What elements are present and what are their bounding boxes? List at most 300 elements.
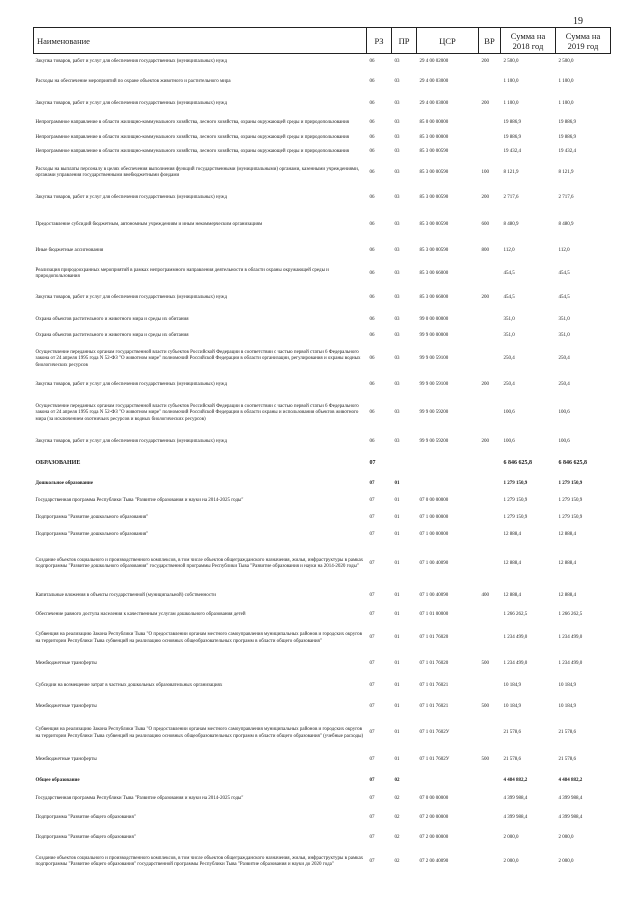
row-name: Закупка товаров, работ и услуг для обеспечения государственных (муниципальных) нужд [35,295,228,301]
row-csr: 85 3 00 00000 [419,134,449,140]
row-rz: 07 [369,815,375,821]
row-pr: 02 [394,777,400,783]
row-sum-2019: 4 399 988,4 [558,796,583,802]
row-csr: 07 2 00 40090 [419,858,449,864]
row-pr: 01 [394,757,400,763]
row-sum-2018: 12 888,4 [503,532,521,538]
row-rz: 07 [369,532,375,538]
row-csr [417,771,479,792]
row-vr: 400 [481,592,489,598]
row-sum-2018: 12 888,4 [503,560,521,566]
row-sum-2019: 4 484 882,2 [558,777,583,783]
row-rz: 07 [369,592,375,598]
row-vr [479,830,501,848]
row-csr: 07 1 01 76021 [419,704,449,710]
row-pr: 01 [394,560,400,566]
row-vr [479,262,501,287]
row-rz: 06 [369,222,375,228]
table-row [34,94,611,116]
row-sum-2019: 2 500,0 [558,59,574,65]
row-sum-2019: 2 000,0 [558,858,574,864]
row-sum-2019: 1 100,0 [558,78,574,84]
row-vr: 200 [481,438,489,444]
row-name: Государственная программа Республики Тыва "Развитие образования и науки на 2014-2025 годы" [35,497,244,503]
table-row [34,262,611,287]
row-rz: 07 [369,560,375,566]
header-name: Наименование [34,28,367,54]
row-sum-2018: 8 121,9 [503,169,519,175]
table-row [34,311,611,331]
row-rz: 07 [369,460,376,467]
row-sum-2018: 1 234 499,0 [503,635,528,641]
row-sum-2019: 454,5 [558,270,570,276]
row-vr [479,476,501,493]
row-sum-2018: 1 266 262,5 [503,611,528,617]
row-csr: 29 4 00 03000 [419,78,449,84]
row-sum-2018: 454,5 [503,270,515,276]
table-row [34,331,611,343]
table-row [34,585,611,608]
row-sum-2018: 100,6 [503,438,515,444]
table-row [34,699,611,717]
row-sum-2018: 2 717,6 [503,195,519,201]
row-sum-2018: 12 888,4 [503,592,521,598]
row-pr: 02 [394,858,400,864]
row-sum-2018: 351,0 [503,317,515,323]
table-body [34,54,611,877]
row-name: Государственная программа Республики Тыва "Развитие образования и науки на 2014-2025 годы" [35,796,244,802]
row-vr [479,116,501,131]
row-pr: 02 [394,835,400,841]
table-row [34,242,611,262]
row-csr: 85 3 00 00590 [419,248,449,254]
table-row [34,608,611,623]
row-pr [392,452,417,476]
row-name: Субвенция на реализацию Закона Республики Тыва "О предоставлении органам местного самоуправления муниципальных районов и городских округов на территории Республики Тыва субвенций на реализацию основных общеобразовательных программ в области общего образования" [35,632,363,644]
row-rz: 06 [369,101,375,107]
row-vr [479,146,501,159]
row-name: Непрограммное направление в области жилищно-коммунального хозяйства, лесного хозяйства, охраны окружающей среды и природопользования [35,119,349,125]
row-rz: 07 [369,730,375,736]
row-rz: 06 [369,333,375,339]
row-csr: 99 9 00 59100 [419,382,449,388]
row-csr: 29 4 00 03000 [419,101,449,107]
row-pr: 01 [394,683,400,689]
row-csr: 99 9 00 59200 [419,438,449,444]
header-vr: ВР [479,28,501,54]
row-sum-2019: 112,0 [558,248,570,254]
row-sum-2019: 1 234 499,0 [558,661,583,667]
table-row [34,751,611,771]
row-pr: 01 [394,704,400,710]
row-pr: 03 [394,195,400,201]
row-vr [479,395,501,433]
row-sum-2018: 19 432,4 [503,148,521,154]
row-csr: 07 1 01 76020 [419,661,449,667]
row-name: Создание объектов социального и производственного комплексов, в том числе объектов общегражданского назначения, жилья, инфраструктуры в рамках подпрограммы "Развитие дошкольного образования" государственной программы Республики Тыва "Развитие образования и науки на 2014-2020 годы" [35,557,364,569]
row-name: Субвенция на реализацию Закона Республики Тыва "О предоставлении органам местного самоуправления муниципальных районов и городских округов на территории Республики Тыва субвенций на реализацию основных общеобразовательных программ в области общего образования" (учебные расходы) [35,727,364,739]
row-vr [479,528,501,544]
row-sum-2019: 2 717,6 [558,195,574,201]
row-sum-2019: 1 100,0 [558,101,574,107]
row-vr: 200 [481,101,489,107]
row-rz: 06 [369,148,375,154]
row-sum-2018: 19 886,9 [503,134,521,140]
table-row [34,343,611,377]
table-row [34,159,611,188]
table-row [34,830,611,848]
budget-table [33,27,611,877]
row-csr: 07 1 00 40090 [419,592,449,598]
row-rz: 06 [369,295,375,301]
row-name: Непрограммное направление в области жилищно-коммунального хозяйства, лесного хозяйства, охраны окружающей среды и природопользования [35,148,349,154]
table-row [34,848,611,877]
table-row [34,287,611,311]
table-row [34,655,611,675]
row-csr: 99 9 00 59200 [419,410,449,416]
row-sum-2019: 100,6 [558,410,570,416]
row-sum-2018: 1 100,0 [503,78,519,84]
row-name: Закупка товаров, работ и услуг для обеспечения государственных (муниципальных) нужд [35,101,228,107]
row-vr: 600 [481,222,489,228]
row-rz: 07 [369,796,375,802]
row-csr: 85 3 00 66000 [419,270,449,276]
row-sum-2019: 2 000,0 [558,835,574,841]
row-name: Охрана объектов растительного и животного мира и среды их обитания [35,317,189,323]
row-vr: 500 [481,661,489,667]
row-sum-2019: 19 886,9 [558,134,576,140]
row-name: Охрана объектов растительного и животного мира и среды их обитания [35,333,189,339]
row-csr: 07 1 01 76020 [419,635,449,641]
table-row [34,808,611,830]
row-sum-2019: 4 399 988,4 [558,815,583,821]
row-sum-2018: 4 399 988,4 [503,796,528,802]
row-pr: 03 [394,78,400,84]
row-rz: 06 [369,356,375,362]
row-vr: 500 [481,757,489,763]
row-rz: 07 [369,611,375,617]
table-row [34,54,611,71]
header-pr: ПР [392,28,417,54]
row-rz: 06 [369,78,375,84]
row-rz: 06 [369,270,375,276]
row-pr: 03 [394,101,400,107]
table-row [34,210,611,242]
row-vr [479,493,501,510]
row-name: Общее образование [35,777,80,783]
row-pr: 01 [394,480,400,486]
row-sum-2018: 351,0 [503,333,515,339]
row-sum-2019: 1 279 150,9 [558,480,583,486]
row-vr [479,343,501,377]
header-csr: ЦСР [417,28,479,54]
row-pr: 03 [394,270,400,276]
row-rz: 07 [369,480,375,486]
row-pr: 03 [394,356,400,362]
row-vr [479,675,501,699]
table-row [34,717,611,751]
row-pr: 03 [394,382,400,388]
row-sum-2018: 1 279 150,9 [503,497,528,503]
header-sum-2019: Сумма на 2019 год [556,28,611,54]
row-rz: 06 [369,195,375,201]
row-pr: 03 [394,169,400,175]
row-csr: 85 0 00 00000 [419,119,449,125]
row-sum-2018: 2 000,0 [503,835,519,841]
row-csr: 07 1 01 7602У [419,730,450,736]
row-rz: 06 [369,410,375,416]
row-sum-2018: 250,4 [503,356,515,362]
row-sum-2019: 250,4 [558,382,570,388]
row-pr: 03 [394,148,400,154]
row-rz: 06 [369,119,375,125]
row-sum-2019: 1 266 262,5 [558,611,583,617]
row-vr: 500 [481,704,489,710]
row-sum-2018: 8 480,9 [503,222,519,228]
table-row [34,771,611,792]
row-rz: 07 [369,704,375,710]
row-sum-2018: 21 578,6 [503,730,521,736]
row-name: Непрограммное направление в области жилищно-коммунального хозяйства, лесного хозяйства, охраны окружающей среды и природопользования [35,134,349,140]
row-sum-2019: 12 888,4 [558,560,576,566]
row-pr: 01 [394,635,400,641]
row-vr [479,792,501,808]
row-sum-2018: 2 000,0 [503,858,519,864]
row-sum-2019: 6 846 625,8 [558,460,587,467]
table-row [34,116,611,131]
row-csr [417,452,479,476]
table-row [34,675,611,699]
table-row [34,188,611,210]
row-vr: 200 [481,195,489,201]
table-header [34,28,611,54]
row-sum-2019: 250,4 [558,356,570,362]
row-pr: 01 [394,592,400,598]
row-sum-2018: 2 500,0 [503,59,519,65]
row-sum-2019: 21 578,6 [558,757,576,763]
row-vr: 800 [481,248,489,254]
row-vr [479,808,501,830]
row-name: Межбюджетные трансферты [35,704,97,710]
row-pr: 03 [394,248,400,254]
row-vr: 200 [481,59,489,65]
row-rz: 07 [369,858,375,864]
row-csr: 07 1 01 7602У [419,757,450,763]
row-name: Реализация природоохранных мероприятий в рамках непрограммного направления деятельности в области охраны окружающей среды и природопользования [35,267,329,279]
row-pr: 02 [394,796,400,802]
header-sum-2018: Сумма на 2018 год [501,28,556,54]
row-csr: 85 3 00 00590 [419,195,449,201]
row-sum-2018: 112,0 [503,248,515,254]
table-row [34,452,611,476]
row-rz: 06 [369,248,375,254]
row-rz: 07 [369,757,375,763]
row-vr [479,608,501,623]
row-csr: 07 1 00 00000 [419,515,449,521]
row-pr: 03 [394,438,400,444]
row-csr: 07 2 00 00000 [419,835,449,841]
row-rz: 06 [369,134,375,140]
row-rz: 06 [369,438,375,444]
row-name: Обеспечение равного доступа населения к качественным услугам дошкольного образования детей [35,611,246,617]
row-rz: 06 [369,382,375,388]
row-csr: 99 9 00 00000 [419,333,449,339]
row-pr: 01 [394,497,400,503]
row-sum-2018: 6 846 625,8 [503,460,532,467]
row-sum-2019: 12 888,4 [558,532,576,538]
row-csr: 07 1 01 76021 [419,683,449,689]
table-row [34,71,611,94]
row-name: Межбюджетные трансферты [35,661,97,667]
row-rz: 07 [369,683,375,689]
row-sum-2019: 10 184,9 [558,683,576,689]
row-vr [479,71,501,94]
row-sum-2018: 250,4 [503,382,515,388]
table-row [34,146,611,159]
header-rz: РЗ [367,28,392,54]
table-row [34,476,611,493]
row-pr: 01 [394,611,400,617]
row-sum-2018: 10 184,9 [503,704,521,710]
row-sum-2019: 351,0 [558,317,570,323]
row-csr: 29 4 00 02000 [419,59,449,65]
row-pr: 01 [394,730,400,736]
row-sum-2019: 12 888,4 [558,592,576,598]
row-name: Дошкольное образование [35,480,94,486]
row-csr: 07 0 00 00000 [419,796,449,802]
row-vr [479,771,501,792]
row-sum-2018: 100,6 [503,410,515,416]
row-rz: 06 [369,169,375,175]
row-pr: 01 [394,532,400,538]
row-csr: 99 0 00 00000 [419,317,449,323]
table-row [34,510,611,528]
table-row [34,544,611,585]
row-name: Иные бюджетные ассигнования [35,248,104,254]
row-name: Капитальные вложения в объекты государственной (муниципальной) собственности [35,592,216,598]
row-name: Расходы на обеспечение мероприятий по охране объектов животного и растительного мира [35,78,231,84]
row-name: Подпрограмма "Развитие общего образования" [35,835,136,841]
row-vr [479,311,501,331]
row-sum-2018: 454,5 [503,295,515,301]
row-csr: 07 1 00 40090 [419,560,449,566]
row-vr [479,131,501,146]
table-row [34,493,611,510]
row-name: Закупка товаров, работ и услуг для обеспечения государственных (муниципальных) нужд [35,382,228,388]
row-pr: 02 [394,815,400,821]
row-rz: 07 [369,635,375,641]
row-sum-2019: 21 578,6 [558,730,576,736]
row-rz: 06 [369,317,375,323]
row-name: Подпрограмма "Развитие общего образования" [35,815,136,821]
row-rz: 07 [369,661,375,667]
row-vr [479,452,501,476]
row-vr: 200 [481,382,489,388]
row-sum-2018: 1 279 150,9 [503,480,528,486]
row-csr: 85 3 00 00590 [419,222,449,228]
row-sum-2018: 4 484 882,2 [503,777,528,783]
row-pr: 03 [394,119,400,125]
row-rz: 07 [369,515,375,521]
row-sum-2018: 10 184,9 [503,683,521,689]
row-rz: 07 [369,777,375,783]
row-sum-2018: 1 100,0 [503,101,519,107]
row-name: Закупка товаров, работ и услуг для обеспечения государственных (муниципальных) нужд [35,438,228,444]
row-csr: 07 1 01 00000 [419,611,449,617]
row-name: Подпрограмма "Развитие дошкольного образования" [35,515,149,521]
row-pr: 03 [394,333,400,339]
row-pr: 03 [394,134,400,140]
row-sum-2019: 10 184,9 [558,704,576,710]
row-sum-2018: 19 886,9 [503,119,521,125]
row-name: ОБРАЗОВАНИЕ [35,460,81,467]
row-sum-2019: 8 480,9 [558,222,574,228]
row-vr [479,848,501,877]
row-sum-2019: 1 234 499,0 [558,635,583,641]
row-sum-2019: 1 279 150,9 [558,497,583,503]
row-name: Субсидии на возмещение затрат в частных дошкольных образовательных организациях [35,683,223,689]
page-number: 19 [573,16,583,27]
row-name: Подпрограмма "Развитие дошкольного образования" [35,532,149,538]
row-pr: 03 [394,222,400,228]
table-row [34,528,611,544]
row-sum-2018: 1 279 150,9 [503,515,528,521]
row-rz: 07 [369,835,375,841]
row-vr [479,331,501,343]
row-name: Закупка товаров, работ и услуг для обеспечения государственных (муниципальных) нужд [35,59,228,65]
row-vr [479,544,501,585]
row-sum-2019: 19 886,9 [558,119,576,125]
row-sum-2019: 454,5 [558,295,570,301]
row-sum-2019: 1 279 150,9 [558,515,583,521]
row-csr: 07 1 00 00000 [419,532,449,538]
row-name: Создание объектов социального и производственного комплексов, в том числе объектов общегражданского назначения, жилья, инфраструктуры в рамках подпрограммы "Развитие общего образования" государственной программы Республики Тыва "Развитие образования и науки до 2020 года" [35,855,364,867]
row-rz: 06 [369,59,375,65]
row-csr: 07 0 00 00000 [419,497,449,503]
row-name: Осуществление переданных органам государственной власти субъектов Российской Федерации в соответствии с частью первой статьи 6 Федерального закона от 24 апреля 1995 года N 52-ФЗ "О животном мире" полномочий Российской Федерации в области охраны и использования объектов животного мира (за исключением охотничьих ресурсов и водных биологических ресурсов) [35,404,359,422]
row-name: Межбюджетные трансферты [35,757,97,763]
row-sum-2018: 4 399 988,4 [503,815,528,821]
row-csr [417,476,479,493]
row-csr: 85 3 00 00590 [419,148,449,154]
table-row [34,395,611,433]
row-name: Осуществление переданных органам государственной власти субъектов Российской Федерации в соответствии с частью первой статьи 6 Федерального закона от 24 апреля 1995 года N 52-ФЗ "О животном мире" полномочий Российской Федерации в области организации, регулирования и охраны водных биологических ресурсов [35,350,361,368]
table-row [34,792,611,808]
row-vr [479,623,501,655]
row-csr: 85 3 00 66000 [419,295,449,301]
table-row [34,377,611,395]
row-csr: 99 9 00 59100 [419,356,449,362]
row-pr: 03 [394,59,400,65]
row-sum-2019: 8 121,9 [558,169,574,175]
row-sum-2019: 351,0 [558,333,570,339]
row-sum-2019: 100,6 [558,438,570,444]
row-sum-2018: 21 578,6 [503,757,521,763]
table-row [34,433,611,452]
row-name: Предоставление субсидий бюджетным, автономным учреждениям и иным некоммерческим организациям [35,222,263,228]
table-row [34,623,611,655]
row-rz: 07 [369,497,375,503]
row-sum-2019: 19 432,4 [558,148,576,154]
row-vr: 100 [481,169,489,175]
row-name: Расходы на выплаты персоналу в целях обеспечения выполнения функций государственными (муниципальными) органами, казенными учреждениями, органами управления государственными внебюджетными фондами [35,166,360,178]
row-pr: 03 [394,295,400,301]
row-pr: 01 [394,515,400,521]
row-pr: 03 [394,317,400,323]
row-vr: 200 [481,295,489,301]
row-vr [479,510,501,528]
row-pr: 03 [394,410,400,416]
